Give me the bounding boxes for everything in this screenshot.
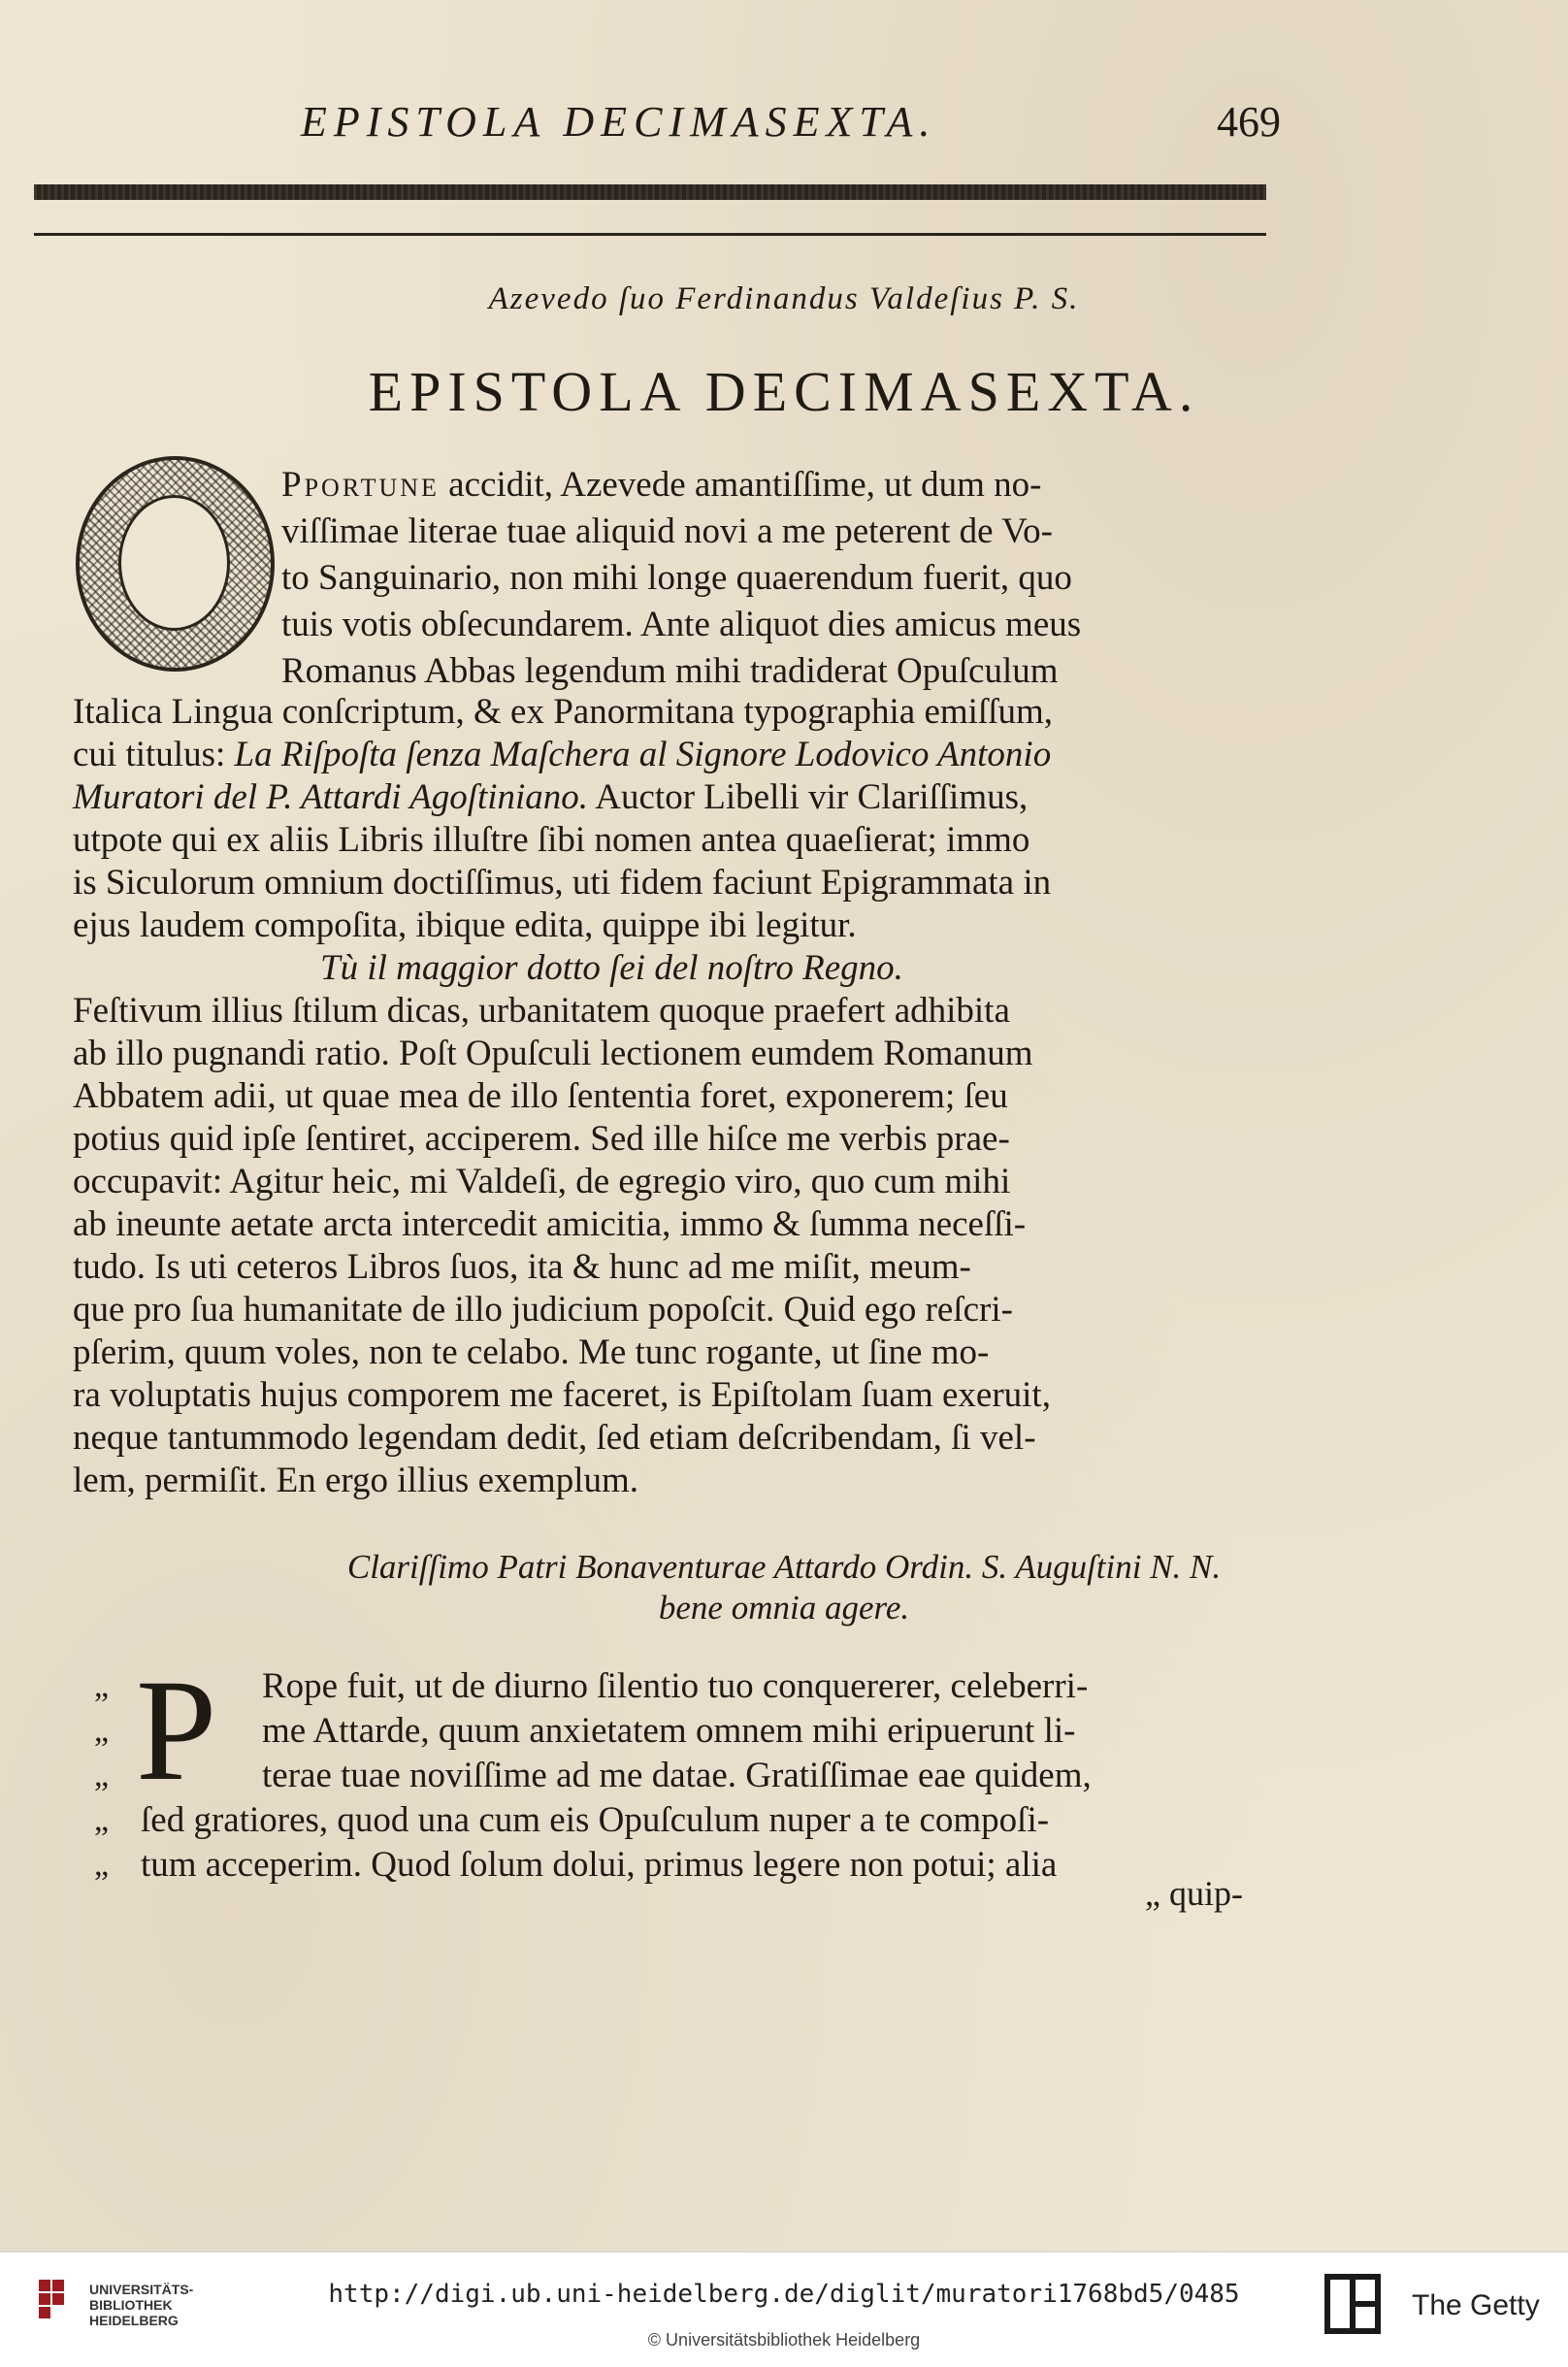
running-head [291,97,1300,155]
copyright-notice: © Universitätsbibliothek Heidelberg [647,2330,921,2350]
decorated-initial-o [76,456,275,672]
letter-title: EPISTOLA DECIMASEXTA. [368,360,1200,423]
text-line: tudo. Is uti ceteros Libros ſuos, ita & hunc ad me miſit, meum- [73,1247,971,1287]
text-line: ab illo pugnandi ratio. Poſt Opuſculi lectionem eumdem Romanum [73,1034,1033,1073]
text-line: Abbatem adii, ut quae mea de illo ſententia foret, exponerem; ſeu [73,1076,1008,1116]
quote-mark: „ [94,1847,110,1883]
letter-line: Rope fuit, ut de diurno ſilentio tuo conquererer, celeberri- [262,1666,1089,1706]
page-number: 469 [1217,98,1281,146]
text-line: pſerim, quum voles, non te celabo. Me tunc rogante, ut ſine mo- [73,1332,990,1372]
thin-rule [34,233,1266,236]
running-title: EPISTOLA DECIMASEXTA. [301,98,937,146]
text-line: neque tantummodo legendam dedit, ſed etiam deſcribendam, ſi vel- [73,1418,1036,1458]
text-line: to Sanguinario, non mihi longe quaerendum fuerit, quo [281,558,1072,598]
salutation: Azevedo ſuo Ferdinandus Valdeſius P. S. [488,281,1080,316]
text-line: is Siculorum omnium doctiſſimus, uti fidem faciunt Epigrammata in [73,863,1052,903]
text-line: ab ineunte aetate arcta intercedit amicitia, immo & ſumma neceſſi- [73,1204,1027,1244]
letter-line: me Attarde, quum anxietatem omnem mihi eripuerunt li- [262,1711,1076,1751]
text-line: Pportune accidit, Azevede amantiſſime, ut dum no- [281,465,1042,505]
text-line: ejus laudem compoſita, ibique edita, quippe ibi legitur. [73,905,857,945]
quote-mark: „ [94,1713,110,1749]
quote-mark: „ [94,1668,110,1704]
permalink[interactable]: http://digi.ub.uni-heidelberg.de/diglit/muratori1768bd5/0485 [328,2280,1240,2309]
getty-logo-icon [1324,2274,1381,2334]
text-line: Romanus Abbas legendum mihi tradiderat Opuſculum [281,651,1059,691]
letter-line: terae tuae noviſſime ad me datae. Gratiſſimae eae quidem, [262,1756,1092,1795]
quote-mark: „ [94,1802,110,1838]
ornamental-rule [34,184,1266,200]
quote-mark: „ [94,1758,110,1793]
catchword: „ quip- [1145,1874,1243,1913]
text-line: Feſtivum illius ſtilum dicas, urbanitatem quoque praefert adhibita [73,991,1010,1031]
text-line: ra voluptatis hujus comporem me faceret, is Epiſtolam ſuam exeruit, [73,1375,1051,1415]
text-line: cui titulus: La Riſpoſta ſenza Maſchera al Signore Lodovico Antonio [73,735,1052,774]
letter-line: ſed gratiores, quod una cum eis Opuſculum nuper a te compoſi- [141,1800,1050,1840]
text-line: utpote qui ex aliis Libris illuſtre ſibi nomen antea quaeſierat; immo [73,820,1030,860]
text-line: lem, permiſit. En ergo illius exemplum. [73,1461,639,1500]
text-line: potius quid ipſe ſentiret, acciperem. Sed ille hiſce me verbis prae- [73,1119,1010,1159]
text-line: Italica Lingua conſcriptum, & ex Panormitana typographia emiſſum, [73,692,1054,732]
partner-name: The Getty [1412,2289,1540,2321]
initial-p: P [136,1650,217,1811]
text-line: tuis votis obſecundarem. Ante aliquot dies amicus meus [281,605,1082,644]
text-line: occupavit: Agitur heic, mi Valdeſi, de egregio viro, quo cum mihi [73,1162,1011,1201]
text-line: viſſimae literae tuae aliquid novi a me peterent de Vo- [281,511,1053,551]
library-name: UNIVERSITÄTS- BIBLIOTHEK HEIDELBERG [89,2282,194,2328]
letter-address: Clariſſimo Patri Bonaventurae Attardo Ordin. S. Auguſtini N. N. [346,1548,1222,1586]
verse-line: Tù il maggior dotto ſei del noſtro Regno. [320,948,903,988]
letter-greeting: bene omnia agere. [658,1589,910,1627]
letter-line: tum acceperim. Quod ſolum dolui, primus legere non potui; alia [141,1845,1058,1885]
text-line: Muratori del P. Attardi Agoſtiniano. Auctor Libelli vir Clariſſimus, [73,777,1029,817]
text-line: que pro ſua humanitate de illo judicium popoſcit. Quid ego reſcri- [73,1290,1013,1330]
viewer-footer [0,2252,1568,2367]
